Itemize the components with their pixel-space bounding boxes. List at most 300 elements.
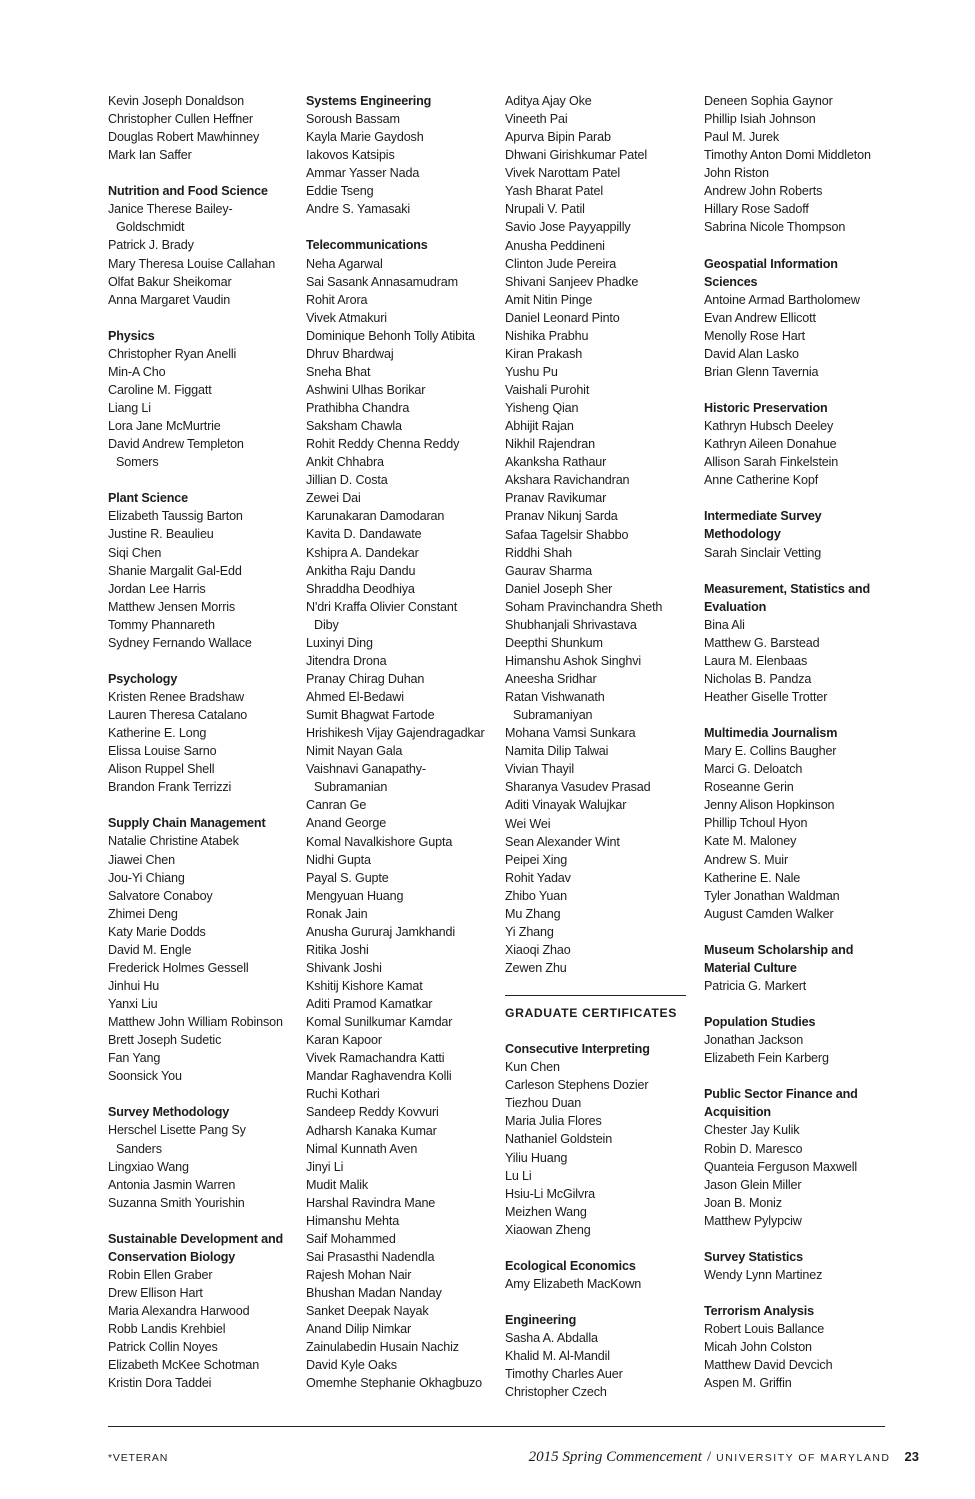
degree-heading-line: Systems Engineering — [306, 94, 432, 108]
degree-section — [108, 182, 296, 308]
graduate-name: Vaishnavi Ganapathy- — [306, 762, 426, 777]
graduate-name: Ammar Yasser Nada — [306, 166, 420, 181]
graduate-name: Shivank Joshi — [306, 960, 382, 975]
graduate-name: Lauren Theresa Catalano — [108, 708, 248, 723]
degree-section — [704, 580, 892, 706]
graduate-name: Aneesha Sridhar — [505, 672, 597, 686]
graduate-name: Omemhe Stephanie Okhagbuzo — [306, 1376, 483, 1391]
graduate-name: Paul M. Jurek — [704, 130, 780, 145]
graduate-name: Christopher Cullen Heffner — [108, 112, 253, 127]
graduate-name: Canran Ge — [306, 798, 367, 813]
graduate-name: Kate M. Maloney — [704, 834, 797, 849]
graduate-name: Meizhen Wang — [505, 1204, 587, 1219]
graduate-name: Namita Dilip Talwai — [505, 744, 609, 759]
graduate-name: Christopher Ryan Anelli — [108, 346, 237, 361]
name-column-4 — [704, 92, 892, 1410]
graduate-name: Maria Alexandra Harwood — [108, 1304, 250, 1319]
graduate-name: Sandeep Reddy Kovvuri — [306, 1105, 439, 1120]
graduate-name: Elizabeth McKee Schotman — [108, 1358, 260, 1373]
graduate-name: Kevin Joseph Donaldson — [108, 94, 245, 108]
name-column-2 — [306, 92, 494, 1411]
graduate-name: Sanket Deepak Nayak — [306, 1304, 429, 1319]
graduate-name: Kristen Renee Bradshaw — [108, 690, 245, 704]
graduate-name: Anusha Gururaj Jamkhandi — [306, 924, 456, 939]
degree-heading — [704, 1302, 892, 1320]
graduate-name: Mary E. Collins Baugher — [704, 744, 837, 759]
graduate-name: Gaurav Sharma — [505, 563, 592, 578]
graduate-name: Nimal Kunnath Aven — [306, 1141, 418, 1156]
degree-section — [108, 92, 296, 164]
degree-heading-line: Sciences — [704, 274, 758, 289]
graduate-name: Mandar Raghavendra Kolli — [306, 1069, 452, 1084]
graduate-name: David Kyle Oaks — [306, 1358, 397, 1373]
degree-heading — [704, 1013, 892, 1031]
graduate-name: Daniel Leonard Pinto — [505, 310, 620, 325]
degree-heading — [704, 399, 892, 417]
graduate-name: Douglas Robert Mawhinney — [108, 130, 260, 145]
graduate-name: Andrew John Roberts — [704, 184, 823, 199]
degree-heading-line: Public Sector Finance and — [704, 1087, 858, 1102]
graduate-name: Menolly Rose Hart — [704, 328, 806, 343]
page-number: 23 — [904, 1449, 919, 1464]
graduate-name: Pranav Nikunj Sarda — [505, 509, 618, 524]
graduate-name: Akshara Ravichandran — [505, 473, 630, 488]
graduate-name: Sasha A. Abdalla — [505, 1331, 598, 1346]
footer-veteran-note: *VETERAN — [108, 1452, 169, 1464]
graduate-name: Nishika Prabhu — [505, 328, 589, 343]
graduate-name: Dhruv Bhardwaj — [306, 346, 394, 361]
graduate-name: Frederick Holmes Gessell — [108, 960, 249, 975]
degree-heading — [108, 814, 296, 832]
graduate-name: Yi Zhang — [505, 924, 554, 939]
graduate-name: Roseanne Gerin — [704, 780, 794, 795]
degree-heading — [108, 1103, 296, 1121]
graduate-name: Liang Li — [108, 401, 151, 416]
graduate-name: Sumit Bhagwat Fartode — [306, 708, 435, 723]
graduate-name: Timothy Charles Auer — [505, 1367, 623, 1382]
graduate-name: Nicholas B. Pandza — [704, 671, 812, 686]
degree-heading-line: Intermediate Survey — [704, 509, 822, 524]
graduate-name: Luxinyi Ding — [306, 635, 373, 650]
graduate-name: Komal Sunilkumar Kamdar — [306, 1015, 453, 1030]
graduate-name: David Andrew Templeton — [108, 437, 244, 452]
graduate-name: Neha Agarwal — [306, 256, 383, 271]
graduate-name: Jenny Alison Hopkinson — [704, 798, 835, 813]
graduate-name: Justine R. Beaulieu — [108, 527, 214, 542]
graduate-name: Matthew G. Barstead — [704, 635, 820, 650]
graduate-name: Zhibo Yuan — [505, 888, 567, 903]
graduate-name: Kristin Dora Taddei — [108, 1376, 212, 1391]
degree-section — [704, 941, 892, 995]
graduate-name: Sai Prasasthi Nadendla — [306, 1249, 435, 1264]
graduate-name: Jinyi Li — [306, 1159, 344, 1174]
graduate-name: Allison Sarah Finkelstein — [704, 455, 839, 470]
graduate-name: Nidhi Gupta — [306, 852, 371, 867]
degree-heading — [704, 507, 892, 543]
graduate-name: Shraddha Deodhiya — [306, 581, 415, 596]
degree-heading-line: Nutrition and Food Science — [108, 184, 268, 199]
degree-heading-line: Measurement, Statistics and — [704, 581, 871, 596]
graduate-name: Soonsick You — [108, 1069, 182, 1084]
graduate-name: Sai Sasank Annasamudram — [306, 274, 458, 289]
graduate-name: Xiaoqi Zhao — [505, 942, 571, 957]
graduate-name: Ankitha Raju Dandu — [306, 563, 416, 578]
graduate-name-continuation: Diby — [314, 617, 339, 632]
degree-section — [704, 1302, 892, 1392]
graduate-name: Fan Yang — [108, 1051, 161, 1066]
graduate-name: John Riston — [704, 166, 769, 181]
graduate-name: Eddie Tseng — [306, 184, 374, 199]
graduate-name: Dhwani Girishkumar Patel — [505, 148, 647, 163]
graduate-name: Pranav Ravikumar — [505, 491, 607, 506]
graduate-name-continuation: Sanders — [116, 1141, 162, 1156]
graduate-name: Vivek Narottam Patel — [505, 166, 621, 181]
footer-rule — [108, 1426, 885, 1427]
graduate-name: Shubhanjali Shrivastava — [505, 617, 637, 632]
footer-running-title — [529, 1448, 919, 1466]
graduate-name: Brett Joseph Sudetic — [108, 1033, 222, 1048]
graduate-name: Katy Marie Dodds — [108, 924, 206, 939]
graduate-name: Anand Dilip Nimkar — [306, 1322, 412, 1337]
graduate-name: Vivian Thayil — [505, 762, 574, 777]
graduate-name: Aditi Vinayak Walujkar — [505, 798, 627, 813]
degree-section — [108, 327, 296, 472]
degree-heading-line: Historic Preservation — [704, 401, 828, 416]
degree-heading — [704, 1085, 892, 1121]
degree-heading-line: Survey Statistics — [704, 1249, 803, 1264]
graduate-name: Ankit Chhabra — [306, 455, 384, 470]
degree-heading — [108, 489, 296, 507]
graduate-name: Jitendra Drona — [306, 653, 387, 668]
graduate-name: Lingxiao Wang — [108, 1159, 189, 1174]
graduate-name: Abhijit Rajan — [505, 419, 574, 434]
graduate-name: Rohit Yadav — [505, 870, 571, 885]
degree-heading — [108, 182, 296, 200]
degree-section — [704, 724, 892, 923]
graduate-name: Jillian D. Costa — [306, 473, 388, 488]
graduate-name: Phillip Isiah Johnson — [704, 112, 816, 127]
graduate-name: Anand George — [306, 816, 387, 831]
graduate-name: Patricia G. Markert — [704, 978, 807, 993]
graduate-name: Mudit Malik — [306, 1177, 369, 1192]
degree-heading-line: Evaluation — [704, 599, 767, 614]
graduate-name: Mu Zhang — [505, 906, 561, 921]
graduate-name: Deneen Sophia Gaynor — [704, 94, 833, 108]
graduate-name: Min-A Cho — [108, 364, 166, 379]
graduate-name: Sean Alexander Wint — [505, 834, 620, 849]
graduate-name: Matthew John William Robinson — [108, 1015, 283, 1030]
degree-section — [704, 1013, 892, 1067]
graduate-name: Marci G. Deloatch — [704, 762, 803, 777]
degree-section — [108, 1103, 296, 1211]
degree-heading — [108, 1230, 296, 1266]
graduate-name: Jordan Lee Harris — [108, 581, 206, 596]
graduate-name: Elizabeth Fein Karberg — [704, 1051, 829, 1066]
graduate-name: Herschel Lisette Pang Sy — [108, 1123, 246, 1138]
degree-heading-line: Physics — [108, 328, 155, 343]
graduate-name: Amy Elizabeth MacKown — [505, 1276, 642, 1291]
graduate-name: Tiezhou Duan — [505, 1096, 582, 1111]
graduate-name: Yanxi Liu — [108, 997, 158, 1012]
graduate-name: Christopher Czech — [505, 1385, 607, 1400]
degree-section — [108, 814, 296, 1085]
graduate-name: Zhimei Deng — [108, 906, 178, 921]
graduate-name: Olfat Bakur Sheikomar — [108, 274, 232, 289]
graduate-name: Shivani Sanjeev Phadke — [505, 274, 639, 289]
graduate-name-continuation: Somers — [116, 455, 159, 470]
graduate-name: Anusha Peddineni — [505, 238, 605, 253]
graduate-name: Phillip Tchoul Hyon — [704, 816, 808, 831]
graduate-name: Caroline M. Figgatt — [108, 382, 212, 397]
graduate-name: Kavita D. Dandawate — [306, 527, 422, 542]
graduate-name: Rohit Arora — [306, 292, 368, 307]
graduate-name: Robb Landis Krehbiel — [108, 1322, 226, 1337]
graduate-name: Chester Jay Kulik — [704, 1123, 800, 1138]
degree-heading-line: Conservation Biology — [108, 1249, 236, 1264]
degree-section — [704, 507, 892, 561]
degree-heading — [704, 941, 892, 977]
graduate-name: Hrishikesh Vijay Gajendragadkar — [306, 726, 485, 741]
graduate-name: Jinhui Hu — [108, 978, 160, 993]
graduate-name: Drew Ellison Hart — [108, 1286, 203, 1301]
footer-university: UNIVERSITY OF MARYLAND — [716, 1452, 891, 1464]
graduate-name: Karunakaran Damodaran — [306, 509, 445, 524]
graduate-name: Janice Therese Bailey- — [108, 202, 233, 217]
graduate-name: Anna Margaret Vaudin — [108, 292, 231, 307]
graduate-name: Clinton Jude Pereira — [505, 256, 617, 271]
graduate-name: Jiawei Chen — [108, 852, 175, 867]
graduate-name: Kathryn Aileen Donahue — [704, 437, 837, 452]
graduate-name: Payal S. Gupte — [306, 870, 389, 885]
graduate-name: Wei Wei — [505, 816, 551, 831]
degree-heading — [505, 1257, 693, 1275]
graduate-name: Maria Julia Flores — [505, 1114, 602, 1129]
graduate-name: Quanteia Ferguson Maxwell — [704, 1159, 858, 1174]
graduate-name: Ratan Vishwanath — [505, 690, 605, 705]
degree-heading-line: Ecological Economics — [505, 1258, 636, 1273]
graduate-name: Yushu Pu — [505, 364, 558, 379]
graduate-name: Nimit Nayan Gala — [306, 744, 403, 759]
graduate-name: Ruchi Kothari — [306, 1087, 380, 1102]
graduate-name: Hillary Rose Sadoff — [704, 202, 809, 217]
graduate-name: Prathibha Chandra — [306, 401, 410, 416]
graduate-name-continuation: Subramanian — [314, 780, 388, 795]
graduate-name: Salvatore Conaboy — [108, 888, 213, 903]
graduate-name: Riddhi Shah — [505, 545, 572, 560]
graduate-name: Aditya Ajay Oke — [505, 94, 592, 108]
degree-heading-line: Material Culture — [704, 960, 797, 975]
graduate-name: Peipei Xing — [505, 852, 568, 867]
graduate-name: Kshipra A. Dandekar — [306, 545, 419, 560]
graduate-name: Siqi Chen — [108, 545, 162, 560]
graduate-name: Sneha Bhat — [306, 364, 371, 379]
graduate-name: Khalid M. Al-Mandil — [505, 1349, 610, 1364]
graduate-name-continuation: Goldschmidt — [116, 220, 185, 235]
graduate-name: Iakovos Katsipis — [306, 148, 395, 163]
graduate-name-continuation: Subramaniyan — [513, 708, 593, 723]
graduate-name: Lora Jane McMurtrie — [108, 419, 221, 434]
graduate-name: Jou-Yi Chiang — [108, 870, 185, 885]
degree-heading-line: Population Studies — [704, 1015, 816, 1030]
graduate-name: Mary Theresa Louise Callahan — [108, 256, 276, 271]
graduate-name: Harshal Ravindra Mane — [306, 1195, 436, 1210]
graduate-name: Aditi Pramod Kamatkar — [306, 997, 433, 1012]
graduate-name: Apurva Bipin Parab — [505, 130, 611, 145]
graduate-name: Elissa Louise Sarno — [108, 744, 217, 759]
graduate-name: Joan B. Moniz — [704, 1195, 782, 1210]
degree-heading-line: Museum Scholarship and — [704, 942, 854, 957]
degree-heading — [505, 1311, 693, 1329]
graduate-name: Mark Ian Saffer — [108, 148, 192, 163]
degree-section — [704, 1248, 892, 1284]
graduate-name: Timothy Anton Domi Middleton — [704, 148, 871, 163]
graduate-name: Matthew Pylypciw — [704, 1213, 802, 1228]
graduate-name: Heather Giselle Trotter — [704, 690, 828, 704]
degree-section — [704, 1085, 892, 1230]
graduate-name: Kathryn Hubsch Deeley — [704, 419, 834, 434]
degree-heading — [704, 724, 892, 742]
degree-heading — [108, 670, 296, 688]
footer-event-title: 2015 Spring Commencement — [528, 1449, 702, 1465]
graduate-name: Rajesh Mohan Nair — [306, 1268, 412, 1283]
degree-heading — [306, 236, 494, 254]
graduate-name: Himanshu Ashok Singhvi — [505, 653, 642, 668]
graduate-name: Safaa Tagelsir Shabbo — [505, 527, 629, 542]
degree-section — [108, 670, 296, 796]
graduate-name: Carleson Stephens Dozier — [505, 1078, 649, 1093]
graduate-name: Zewei Dai — [306, 491, 361, 506]
graduate-name: Robin Ellen Graber — [108, 1267, 213, 1282]
degree-heading — [108, 327, 296, 345]
degree-heading-line: Consecutive Interpreting — [505, 1042, 650, 1057]
degree-heading-line: Survey Methodology — [108, 1105, 230, 1120]
graduate-name: Sabrina Nicole Thompson — [704, 220, 846, 235]
degree-section — [704, 255, 892, 381]
graduate-name: Sarah Sinclair Vetting — [704, 545, 822, 560]
graduate-name: Daniel Joseph Sher — [505, 581, 613, 596]
graduate-name: Tyler Jonathan Waldman — [704, 888, 840, 903]
graduate-name: Mohana Vamsi Sunkara — [505, 726, 636, 741]
graduate-name: Elizabeth Taussig Barton — [108, 509, 243, 524]
graduate-name: Akanksha Rathaur — [505, 455, 607, 470]
graduate-name: Evan Andrew Ellicott — [704, 310, 816, 325]
graduate-name: David Alan Lasko — [704, 346, 799, 361]
graduate-name: Sydney Fernando Wallace — [108, 635, 252, 650]
graduate-name: Anne Catherine Kopf — [704, 473, 819, 488]
graduate-name: Matthew David Devcich — [704, 1358, 833, 1373]
degree-section — [505, 1311, 693, 1401]
graduate-name: Kun Chen — [505, 1060, 560, 1075]
graduate-name: Amit Nitin Pinge — [505, 292, 593, 307]
graduate-name: Komal Navalkishore Gupta — [306, 834, 453, 849]
section-divider-heading: GRADUATE CERTIFICATES — [505, 995, 686, 1022]
graduate-name: Deepthi Shunkum — [505, 635, 603, 650]
graduate-name: Andrew S. Muir — [704, 852, 788, 867]
graduate-name: Tommy Phannareth — [108, 617, 215, 632]
graduate-name: Jason Glein Miller — [704, 1177, 802, 1192]
graduate-name: Ritika Joshi — [306, 942, 369, 957]
graduate-name: Nikhil Rajendran — [505, 437, 595, 452]
graduate-name: Vaishali Purohit — [505, 383, 590, 397]
graduate-name: Yiliu Huang — [505, 1150, 568, 1165]
graduate-name: Zewen Zhu — [505, 961, 567, 975]
degree-heading-line: Sustainable Development and — [108, 1231, 284, 1246]
degree-heading-line: Telecommunications — [306, 238, 428, 253]
graduate-name: Katherine E. Nale — [704, 870, 801, 885]
graduate-name: Shanie Margalit Gal-Edd — [108, 563, 242, 578]
degree-heading-line: Supply Chain Management — [108, 816, 266, 831]
graduate-name: Suzanna Smith Yourishin — [108, 1195, 245, 1210]
graduate-name: Brandon Frank Terrizzi — [108, 780, 232, 795]
name-column-3 — [505, 92, 693, 1419]
graduate-name: Natalie Christine Atabek — [108, 834, 239, 849]
graduate-name: Vineeth Pai — [505, 112, 568, 127]
graduate-name: Brian Glenn Tavernia — [704, 364, 819, 379]
graduate-name: Hsiu-Li McGilvra — [505, 1186, 595, 1201]
name-column-1 — [108, 92, 296, 1410]
graduate-name: Bina Ali — [704, 617, 745, 632]
degree-section — [505, 1257, 693, 1293]
graduate-name: Soham Pravinchandra Sheth — [505, 599, 663, 614]
graduate-name: Ashwini Ulhas Borikar — [306, 382, 426, 397]
graduate-name: Nrupali V. Patil — [505, 202, 585, 217]
degree-section — [704, 399, 892, 489]
graduate-name: Wendy Lynn Martinez — [704, 1267, 823, 1282]
graduate-name: Vivek Atmakuri — [306, 310, 387, 325]
degree-heading-line: Geospatial Information — [704, 256, 838, 271]
degree-heading-line: Engineering — [505, 1313, 577, 1328]
graduate-name: Laura M. Elenbaas — [704, 653, 808, 668]
graduate-name: Yisheng Qian — [505, 401, 579, 416]
graduate-name: Matthew Jensen Morris — [108, 599, 236, 614]
graduate-name: Yash Bharat Patel — [505, 184, 604, 199]
graduate-name: Soroush Bassam — [306, 112, 400, 127]
degree-heading-line: Psychology — [108, 671, 178, 686]
graduate-name: Lu Li — [505, 1168, 532, 1183]
graduate-name: Sharanya Vasudev Prasad — [505, 780, 651, 795]
graduate-name: Saif Mohammed — [306, 1231, 396, 1246]
graduate-name: Rohit Reddy Chenna Reddy — [306, 437, 460, 452]
graduate-name: Xiaowan Zheng — [505, 1222, 591, 1237]
graduate-name: Ahmed El-Bedawi — [306, 690, 404, 705]
graduate-name: Mengyuan Huang — [306, 888, 404, 903]
degree-section — [505, 92, 693, 977]
graduate-name: Vivek Ramachandra Katti — [306, 1051, 445, 1066]
degree-section — [306, 236, 494, 1392]
graduate-name: Dominique Behonh Tolly Atibita — [306, 328, 475, 343]
graduate-name: Jonathan Jackson — [704, 1033, 804, 1048]
degree-heading — [306, 92, 494, 110]
degree-heading — [704, 255, 892, 291]
graduate-name: Nathaniel Goldstein — [505, 1132, 613, 1147]
graduate-name: Micah John Colston — [704, 1340, 812, 1355]
graduate-name: Karan Kapoor — [306, 1033, 382, 1048]
graduate-name: Alison Ruppel Shell — [108, 762, 215, 777]
graduate-name: Himanshu Mehta — [306, 1213, 400, 1228]
graduate-name: Kayla Marie Gaydosh — [306, 130, 424, 145]
graduate-name: Aspen M. Griffin — [704, 1376, 792, 1391]
degree-heading — [704, 1248, 892, 1266]
graduate-name: Kiran Prakash — [505, 346, 583, 361]
degree-section — [108, 1230, 296, 1393]
degree-section — [505, 1040, 693, 1239]
graduate-name: Kshitij Kishore Kamat — [306, 979, 423, 994]
graduate-name: Bhushan Madan Nanday — [306, 1286, 442, 1301]
graduate-name: Patrick J. Brady — [108, 238, 194, 253]
graduate-name: Ronak Jain — [306, 906, 368, 921]
graduate-name: Patrick Collin Noyes — [108, 1340, 218, 1355]
degree-heading-line: Multimedia Journalism — [704, 726, 838, 741]
